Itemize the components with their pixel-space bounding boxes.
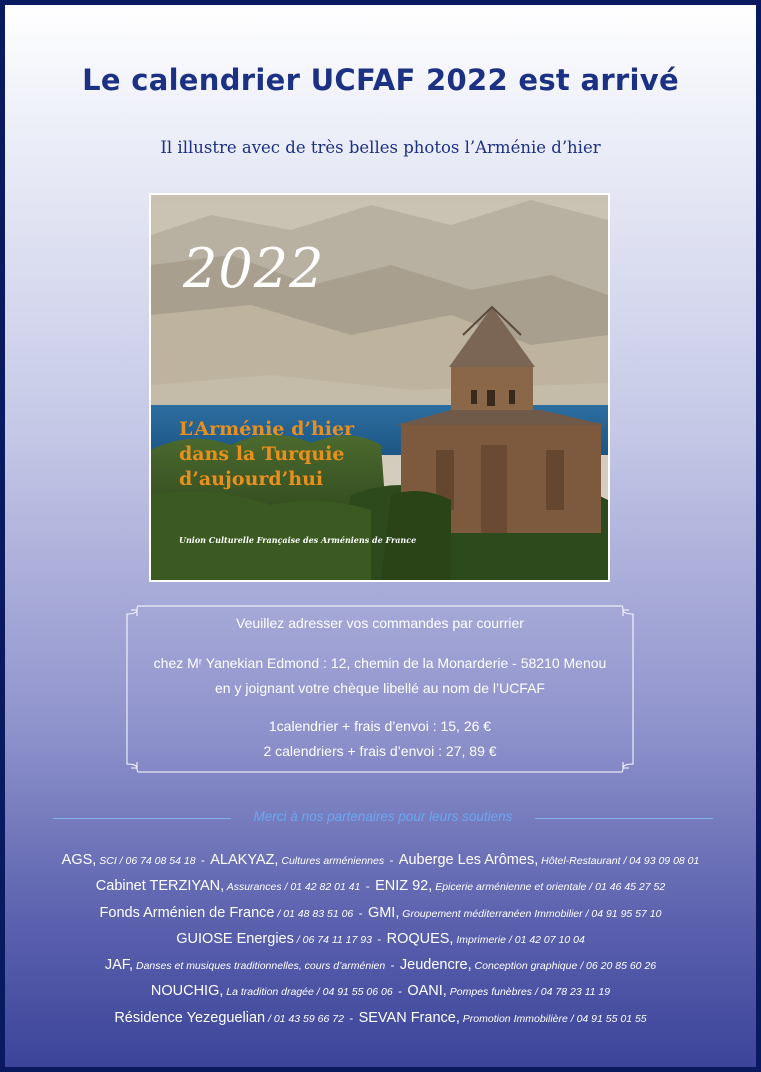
partner-name: Résidence Yezeguelian: [114, 1009, 266, 1026]
thanks-text: Merci à nos partenaires pour leurs soutiens: [253, 809, 513, 824]
partner-line: [5, 978, 756, 1004]
order-cheque: en y joignant votre chèque libellé au nom de l’UCFAF: [215, 680, 545, 696]
partner-name: Auberge Les Arômes,: [398, 852, 539, 868]
calendar-title-line: L’Arménie d’hier: [179, 418, 355, 440]
partner-line: [5, 873, 756, 899]
partner-name: Cabinet TERZIYAN,: [95, 878, 225, 895]
partner-separator: -: [386, 853, 397, 867]
partner-separator: -: [197, 853, 209, 867]
partner-description: Assurances / 01 42 82 01 41: [224, 881, 361, 894]
partner-description: Danses et musiques traditionnelles, cours d’arménien: [133, 960, 386, 973]
partner-line: [5, 847, 756, 873]
page-title: Le calendrier UCFAF 2022 est arrivé: [82, 63, 679, 97]
calendar-title: [179, 417, 419, 492]
partner-description: Epicerie arménienne et orientale / 01 46 45 27 52: [432, 881, 666, 894]
partner-separator: -: [387, 958, 398, 973]
partner-name: ENIZ 92,: [375, 878, 433, 895]
partner-name: GUIOSE Energies: [176, 930, 294, 947]
calendar-organization: Union Culturelle Française des Arméniens de France: [179, 535, 417, 545]
partner-description: Pompes funèbres / 04 78 23 11 19: [446, 986, 611, 999]
partner-name: NOUCHIG,: [150, 983, 224, 1000]
partner-line: [5, 1005, 756, 1031]
calendar-title-line: dans la Turquie: [179, 443, 345, 465]
partner-description: / 01 48 83 51 06: [274, 907, 354, 920]
partner-separator: -: [345, 1010, 357, 1025]
partner-description: / 01 43 59 66 72: [265, 1012, 344, 1025]
thanks-row: [53, 809, 713, 829]
partner-name: Fonds Arménien de France: [99, 904, 275, 921]
order-address: chez Mʳ Yanekian Edmond : 12, chemin de la Monarderie - 58210 Menou: [153, 655, 607, 671]
partner-name: AGS,: [61, 852, 97, 868]
partner-line: [5, 952, 756, 978]
partner-separator: -: [394, 984, 406, 999]
partner-description: Hôtel-Restaurant / 04 93 09 08 01: [538, 855, 700, 867]
partner-name: Jeudencre,: [399, 957, 472, 974]
partner-description: Promotion Immobilière / 04 91 55 01 55: [459, 1012, 647, 1025]
partner-description: Groupement méditerranéen Immobilier / 04 91 95 57 10: [399, 907, 662, 920]
partner-name: SEVAN France,: [358, 1009, 460, 1026]
calendar-title-line: d’aujourd’hui: [179, 468, 324, 490]
partner-line: [5, 926, 756, 952]
partner-name: GMI,: [367, 904, 400, 921]
partner-name: OANI,: [407, 983, 447, 1000]
partner-separator: -: [355, 905, 366, 920]
partner-separator: -: [373, 931, 385, 946]
flyer-page: [5, 5, 756, 1067]
partners-list: [5, 847, 756, 1031]
order-price-1: 1calendrier + frais d’envoi : 15, 26 €: [268, 718, 492, 734]
partner-separator: -: [362, 879, 374, 894]
partner-description: Cultures arméniennes: [278, 855, 385, 867]
partner-name: JAF,: [104, 957, 134, 974]
order-price-2: 2 calendriers + frais d’envoi : 27, 89 €: [263, 743, 497, 759]
page-subtitle: Il illustre avec de très belles photos l’Arménie d’hier: [160, 138, 601, 157]
partner-description: / 06 74 11 17 93: [293, 933, 372, 946]
partner-name: ROQUES,: [386, 930, 454, 947]
order-intro: Veuillez adresser vos commandes par courrier: [236, 615, 524, 631]
partner-description: Conception graphique / 06 20 85 60 26: [471, 960, 657, 973]
order-info-box: [124, 603, 636, 775]
partner-description: SCI / 06 74 08 54 18: [96, 855, 196, 867]
partner-description: La tradition dragée / 04 91 55 06 06: [223, 986, 393, 999]
calendar-cover-photo: [149, 193, 610, 582]
partner-description: Imprimerie / 01 42 07 10 04: [453, 933, 585, 946]
calendar-year: 2022: [183, 237, 325, 300]
partner-name: ALAKYAZ,: [210, 852, 279, 868]
partner-line: [5, 900, 756, 926]
